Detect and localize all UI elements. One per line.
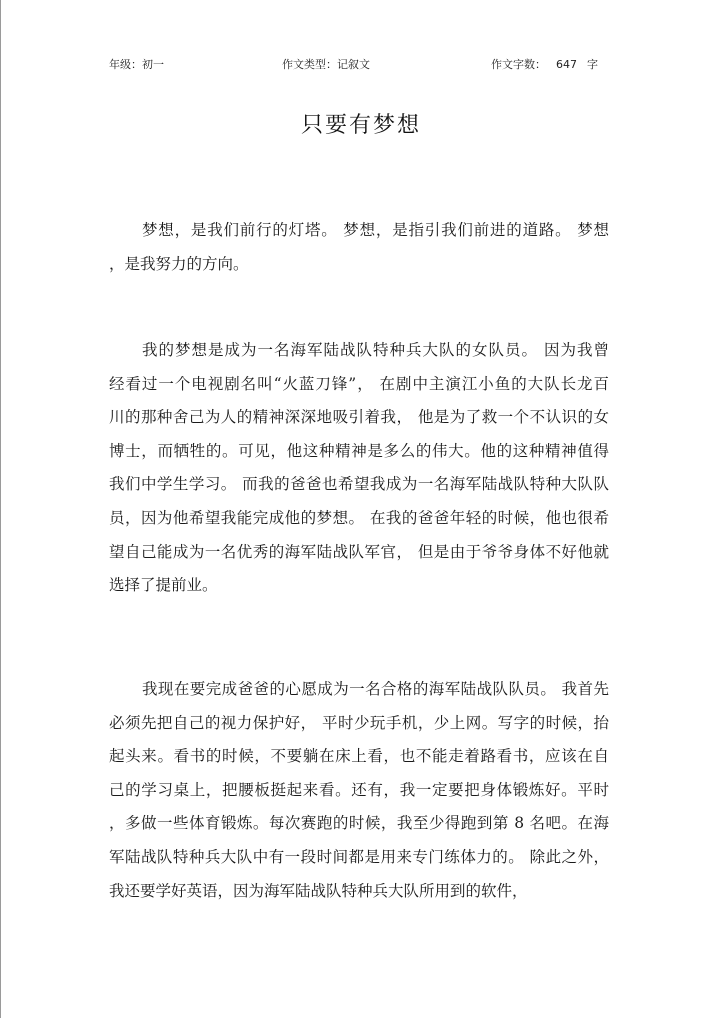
paragraph-line: 川的那种舍己为人的精神深深地吸引着我， 他是为了救一个不认识的女 xyxy=(109,408,609,427)
paragraph-2 xyxy=(109,334,609,603)
word-count-label xyxy=(491,56,598,72)
paragraph-line: 望自己能成为一名优秀的海军陆战队军官， 但是由于爷爷身体不好他就 xyxy=(109,542,609,561)
paragraph-line: 起头来。看书的时候，不要躺在床上看，也不能走着路看书，应该在自 xyxy=(109,747,609,766)
paragraph-1 xyxy=(109,214,609,281)
paragraph-line: 梦想，是我们前行的灯塔。 梦想，是指引我们前进的道路。 梦想 xyxy=(142,221,609,239)
grade-label xyxy=(109,56,164,72)
paragraph-line: 军陆战队特种兵大队中有一段时间都是用来专门练体力的。 除此之外， xyxy=(109,847,609,866)
paragraph-line: 我还要学好英语，因为海军陆战队特种兵大队所用到的软件， xyxy=(109,881,528,900)
grade-text: 年级：初一 xyxy=(109,58,164,71)
word-count-value: 647 xyxy=(556,58,577,71)
paragraph-line: 我的梦想是成为一名海军陆战队特种兵大队的女队员。 因为我曾 xyxy=(142,341,609,359)
paragraph-3 xyxy=(109,673,609,908)
paragraph-line: 员，因为他希望我能完成他的梦想。 在我的爸爸年轻的时候，他也很希 xyxy=(109,508,609,527)
essay-title: 只要有梦想 xyxy=(300,113,421,138)
paragraph-line: 我现在要完成爸爸的心愿成为一名合格的海军陆战队队员。 我首先 xyxy=(142,680,609,698)
paragraph-line: 己的学习桌上，把腰板挺起来看。还有，我一定要把身体锻炼好。平时 xyxy=(109,780,609,799)
word-count-prefix: 作文字数： xyxy=(491,58,546,71)
word-count-unit: 字 xyxy=(587,58,598,71)
paragraph-line: ，是我努力的方向。 xyxy=(109,254,249,273)
essay-type-label xyxy=(282,56,370,72)
paragraph-line: ，多做一些体育锻炼。每次赛跑的时候，我至少得跑到第 8 名吧。在海 xyxy=(109,814,609,833)
essay-type-text: 作文类型：记叙文 xyxy=(282,58,370,71)
paragraph-line: 博士，而牺牲的。可见，他这种精神是多么的伟大。他的这种精神值得 xyxy=(109,441,609,460)
paragraph-line: 必须先把自己的视力保护好， 平时少玩手机，少上网。写字的时候，抬 xyxy=(109,713,609,732)
paragraph-line: 我们中学生学习。 而我的爸爸也希望我成为一名海军陆战队特种大队队 xyxy=(109,475,609,494)
paragraph-line: 经看过一个电视剧名叫“火蓝刀锋”， 在剧中主演江小鱼的大队长龙百 xyxy=(109,374,609,393)
paragraph-line: 选择了提前业。 xyxy=(109,576,218,595)
